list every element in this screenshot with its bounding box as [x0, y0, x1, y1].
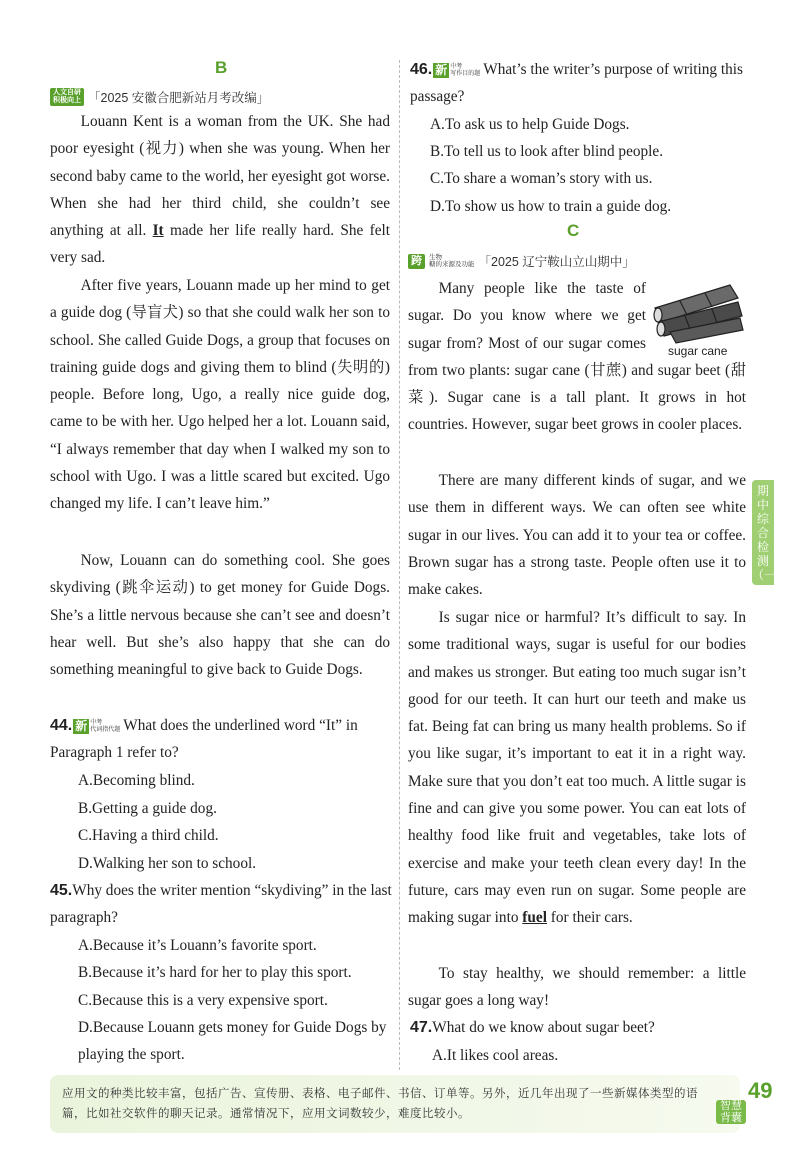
section-b-tag: 人文自研 积极向上 [50, 88, 84, 106]
q44-option-c[interactable]: C.Having a third child. [78, 827, 219, 844]
q46-option-c[interactable]: C.To share a woman’s story with us. [430, 170, 653, 187]
section-b-source-row [50, 88, 269, 106]
section-b-source: 「2025 安徽合肥新站月考改编」 [88, 91, 270, 105]
question-45: 45.Why does the writer mention “skydiving” in the last paragraph? [50, 882, 392, 927]
q44-option-d[interactable]: D.Walking her son to school. [78, 855, 257, 872]
section-c-paragraph-1: Many people like the taste of sugar. Do you know where we get sugar from? Most of our sugar comes from two plants: sugar cane (甘蔗) and sugar beet (甜菜). Sugar cane is a tall plant. It grows in hot countries. However, sugar beet grows in cooler places. [408, 280, 746, 434]
side-chapter-tab: 期中综合检测（一） [752, 480, 774, 585]
cross-subject-tag: 跨 [408, 254, 425, 269]
page-label: 智慧背囊 [716, 1100, 746, 1124]
column-divider [399, 60, 400, 1070]
q45-option-b[interactable]: B.Because it’s hard for her to play this sport. [78, 964, 352, 981]
question-46: 46. 新 中考 写作目的题 What’s the writer’s purpose of writing this passage? [410, 61, 743, 106]
q47-option-a[interactable]: A.It likes cool areas. [432, 1047, 559, 1064]
section-c-source-row [408, 252, 635, 270]
section-c-letter: C [567, 221, 580, 240]
sugar-cane-caption: sugar cane [668, 344, 728, 358]
section-c-paragraph-3: Is sugar nice or harmful? It’s difficult to say. In some traditional ways, sugar is useful for our bodies and makes us stronger. But eating too much sugar isn’t good for our teeth. It can hurt our teeth and make us fat. Being fat can bring us many health problems. So if you like sugar, it’s important to eat it in a right way. Make sure that you don’t eat too much. A little sugar is fine and can give you some power. You can eat lots of healthy food like fruit and vegetables, take lots of exercise and make your teeth clean every day! In the future, cars may even run on sugar. Some people are making sugar into fuel for their cars. [408, 609, 746, 927]
section-b-letter: B [215, 58, 228, 77]
section-b-paragraph-1: Louann Kent is a woman from the UK. She had poor eyesight (视力) when she was young. When her second baby came to the world, her eyesight got worse. When she had her third child, she couldn’t see anything at all. It made her life really hard. She felt very sad. [50, 113, 390, 267]
section-c-paragraph-4: To stay healthy, we should remember: a little sugar goes a long way! [408, 965, 746, 1010]
question-47: 47.What do we know about sugar beet? [410, 1019, 655, 1036]
q46-option-a[interactable]: A.To ask us to help Guide Dogs. [430, 116, 630, 133]
section-b-paragraph-2: After five years, Louann made up her mind to get a guide dog (导盲犬) so that she could walk her son to school. She called Guide Dogs, a group that focuses on training guide dogs and giving them to blind (失明的) people. Before long, Ugo, a really nice guide dog, came to be with her. Ugo helped her a lot. Louann said, “I always remember that day when I walked my son to school with Ugo. I was a little scared but excited. Ugo changed my life. I can’t leave him.” [50, 277, 390, 513]
cross-subject-label: 生物 糖的来源及功能 [429, 254, 475, 268]
q45-option-c[interactable]: C.Because this is a very expensive sport. [78, 992, 328, 1009]
new-question-badge: 新 中考 代词指代题 [75, 718, 121, 734]
q45-option-a[interactable]: A.Because it’s Louann’s favorite sport. [78, 937, 317, 954]
section-c-source: 「2025 辽宁鞍山立山期中」 [478, 255, 635, 269]
section-b-paragraph-3: Now, Louann can do something cool. She goes skydiving (跳伞运动) to get money for Guide Dogs. She’s a little nervous because she can’t see and doesn’t hear well. But she’s also happy that she can do something meaningful to give back to Guide Dogs. [50, 552, 390, 679]
footer-note [50, 1075, 740, 1133]
q45-option-d[interactable]: D.Because Louann gets money for Guide Dogs by playing the sport. [78, 1019, 387, 1064]
section-c-paragraph-2: There are many different kinds of sugar, and we use them in different ways. We can often see white sugar in our lives. You can add it to your tea or coffee. Brown sugar has a strong taste. People often use it to make cakes. [408, 472, 746, 599]
q44-option-b[interactable]: B.Getting a guide dog. [78, 800, 217, 817]
q44-option-a[interactable]: A.Becoming blind. [78, 772, 195, 789]
underlined-fuel: fuel [522, 909, 547, 927]
question-44: 44. 新 中考 代词指代题 What does the underlined word “It” in Paragraph 1 refer to? [50, 717, 358, 762]
page-number: 49 [748, 1078, 773, 1103]
footer-note-text: 应用文的种类比较丰富，包括广告、宣传册、表格、电子邮件、书信、订单等。另外，近几年出现了一些新媒体类型的语篇，比如社交软件的聊天记录。通常情况下，应用文词数较少，难度比较小。 [62, 1086, 698, 1120]
q46-option-b[interactable]: B.To tell us to look after blind people. [430, 143, 664, 160]
new-question-badge: 新 中考 写作目的题 [435, 62, 481, 78]
underlined-it: It [152, 222, 164, 240]
q46-option-d[interactable]: D.To show us how to train a guide dog. [430, 198, 672, 215]
